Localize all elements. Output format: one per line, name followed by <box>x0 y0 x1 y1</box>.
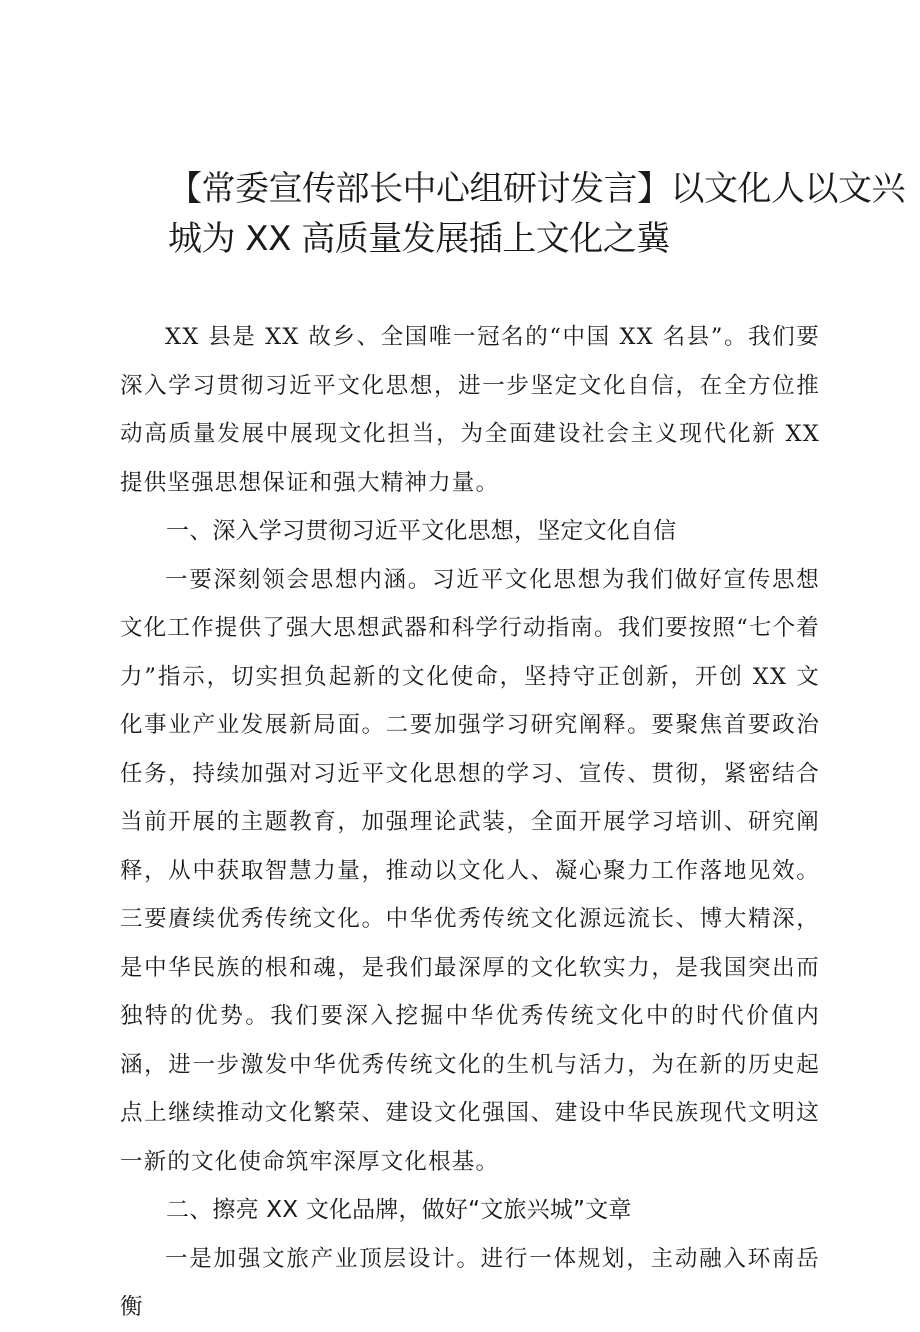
section-heading-1: 一、深入学习贯彻习近平文化思想，坚定文化自信 <box>166 518 677 544</box>
section-1-paragraph: 一要深刻领会思想内涵。习近平文化思想为我们做好宣传思想文化工作提供了强大思想武器和科学行动指南。我们要按照“七个着力”指示，切实担负起新的文化使命，坚持守正创新，开创 XX 文化事业产业发展新局面。二要加强学习研究阐释。要聚焦首要政治任务，持续加强对习近平文化思想的学习、宣传、贯彻，紧密结合当前开展的主题教育，加强理论武装，全面开展学习培训、研究阐释，从中获取智慧力量，推动以文化人、凝心聚力工作落地见效。三要賡续优秀传统文化。中华优秀传统文化源远流长、博大精深，是中华民族的根和魂，是我们最深厚的文化软实力，是我国突出而独特的优势。我们要深入挖掘中华优秀传统文化中的时代价值内涵，进一步激发中华优秀传统文化的生机与活力，为在新的历史起点上继续推动文化繁荣、建设文化强国、建设中华民族现代文明这一新的文化使命筑牢深厚文化根基。 <box>120 566 821 1175</box>
section-heading-2: 二、擦亮 XX 文化品牌，做好“文旅兴城”文章 <box>166 1197 632 1223</box>
title-line-1: 【常委宣传部长中心组研讨发言】以文化人以文兴 <box>168 169 905 209</box>
document-title <box>168 164 905 264</box>
intro-paragraph: XX 县是 XX 故乡、全国唯一冠名的“中国 XX 名县”。我们要深入学习贯彻习近平文化思想，进一步坚定文化自信，在全方位推动高质量发展中展现文化担当，为全面建设社会主义现代化新 XX 提供坚强思想保证和强大精神力量。 <box>120 324 820 496</box>
section-2-paragraph: 一是加强文旅产业顶层设计。进行一体规划，主动融入环南岳衡 <box>120 1245 820 1320</box>
title-line-2: 城为 XX 高质量发展插上文化之冀 <box>168 219 670 259</box>
document-body <box>120 313 820 1332</box>
